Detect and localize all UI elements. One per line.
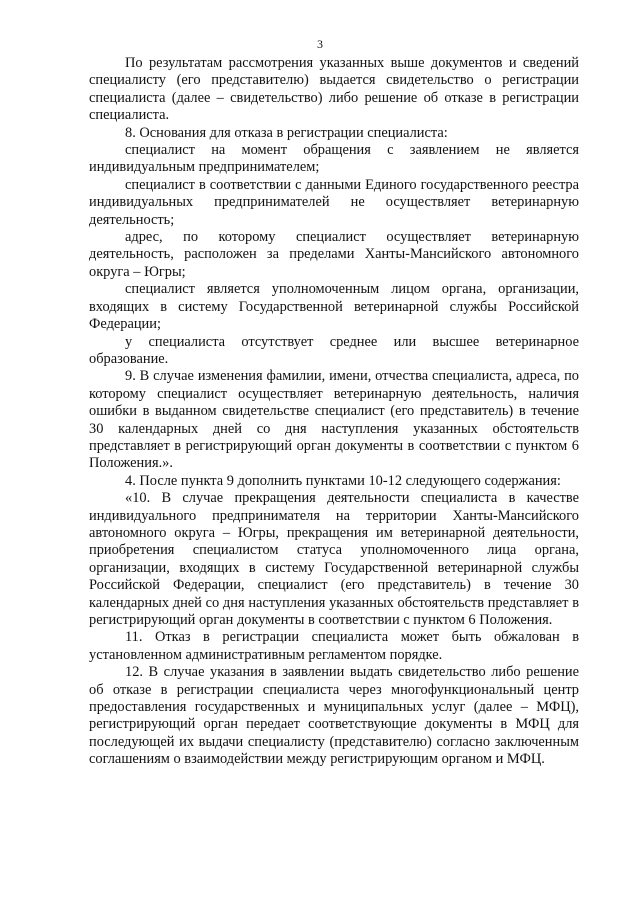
paragraph-item-9: 9. В случае изменения фамилии, имени, отчества специалиста, адреса, по которому специалист осуществляет ветеринарную деятельность, наличия ошибки в выданном свидетельстве специалист (его представитель) в течение 30 календарных дней со дня наступления указанных обстоятельств представляет в регистрирующий орган документы в соответствии с пунктом 6 Положения.».	[89, 368, 579, 472]
page-number: 3	[317, 37, 323, 51]
document-body	[89, 55, 579, 769]
paragraph-item-11: 11. Отказ в регистрации специалиста может быть обжалован в установленном административным регламентом порядке.	[89, 629, 579, 663]
paragraph-item-8: 8. Основания для отказа в регистрации специалиста:	[125, 124, 448, 141]
paragraph-ground-3: адрес, по которому специалист осуществляет ветеринарную деятельность, расположен за пределами Ханты-Мансийского автономного округа – Югры;	[89, 229, 579, 280]
paragraph-amendment-4: 4. После пункта 9 дополнить пунктами 10-12 следующего содержания:	[125, 472, 561, 489]
paragraph-results: По результатам рассмотрения указанных выше документов и сведений специалисту (его представителю) выдается свидетельство о регистрации специалиста (далее – свидетельство) либо решение об отказе в регистрации специалиста.	[89, 55, 579, 124]
paragraph-item-10: «10. В случае прекращения деятельности специалиста в качестве индивидуального предпринимателя на территории Ханты-Мансийского автономного округа – Югры, прекращения им ветеринарной деятельности, приобретения специалистом статуса уполномоченного лица органа, организации, входящих в систему Государственной ветеринарной службы Российской Федерации, специалист (его представитель) в течение 30 календарных дней со дня наступления указанных обстоятельств представляет в регистрирующий орган документы в соответствии с пунктом 6 Положения.	[89, 490, 579, 628]
paragraph-item-12: 12. В случае указания в заявлении выдать свидетельство либо решение об отказе в регистрации специалиста через многофункциональный центр предоставления государственных и муниципальных услуг (далее – МФЦ), регистрирующий орган передает соответствующие документы в МФЦ для последующей их выдачи специалисту (представителю) согласно заключенным соглашениям о взаимодействии между регистрирующим органом и МФЦ.	[89, 664, 579, 768]
paragraph-ground-4: специалист является уполномоченным лицом органа, организации, входящих в систему Государственной ветеринарной службы Российской Федерации;	[89, 281, 579, 333]
paragraph-ground-1: специалист на момент обращения с заявлением не является индивидуальным предпринимателем;	[89, 142, 579, 176]
paragraph-ground-5: у специалиста отсутствует среднее или высшее ветеринарное образование.	[89, 333, 579, 367]
paragraph-ground-2: специалист в соответствии с данными Единого государственного реестра индивидуальных предпринимателей не осуществляет ветеринарную деятельность;	[89, 176, 579, 228]
